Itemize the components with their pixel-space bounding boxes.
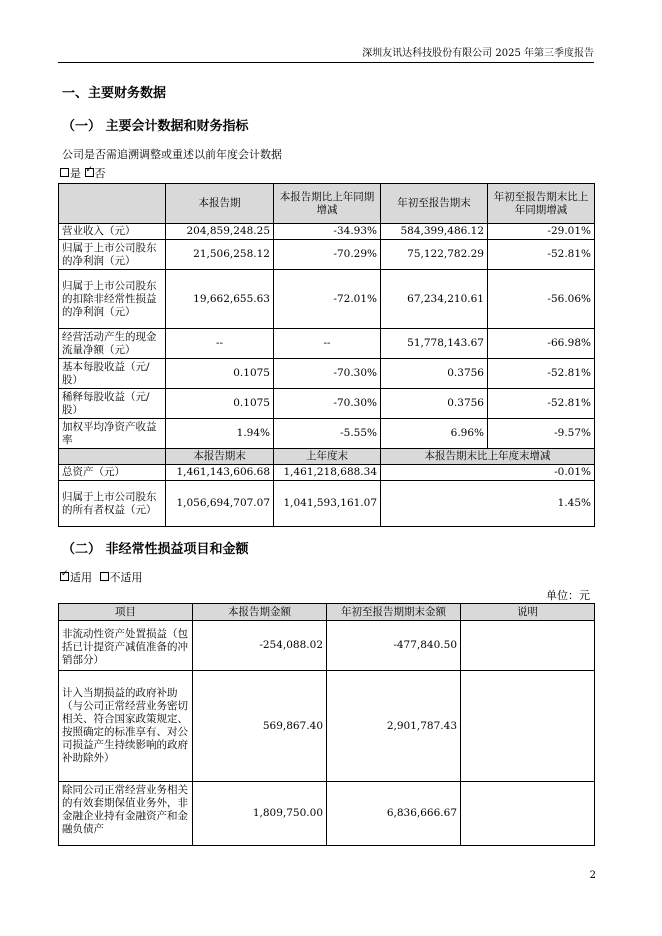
row-label: 营业收入（元） <box>59 224 166 240</box>
header-cell: 本报告期比上年同期增减 <box>274 184 381 224</box>
header-cell: 说明 <box>461 604 595 621</box>
checkbox-no-checked[interactable] <box>85 168 94 177</box>
row-label: 归属于上市公司股东的扣除非经常性损益的净利润（元） <box>59 270 166 329</box>
applicability-options <box>60 569 143 585</box>
table-header-row <box>59 184 595 224</box>
table-header-row <box>59 604 595 621</box>
cell-value: -9.57% <box>488 419 595 449</box>
checkbox-not-applicable[interactable] <box>100 572 109 581</box>
cell-value: 1,041,593,161.07 <box>274 481 381 527</box>
table-row <box>59 419 595 449</box>
cell-note <box>461 671 595 782</box>
cell-value: -56.06% <box>488 270 595 329</box>
cell-value: 204,859,248.25 <box>166 224 274 240</box>
cell-value: 1.94% <box>166 419 274 449</box>
cell-value: 0.1075 <box>166 359 274 389</box>
subsection-title-accounting-data: （一） 主要会计数据和财务指标 <box>62 119 249 134</box>
cell-value: -5.55% <box>274 419 381 449</box>
subsection-title-nonrecurring: （二） 非经常性损益项目和金额 <box>62 542 249 557</box>
row-label: 归属于上市公司股东的净利润（元） <box>59 240 166 270</box>
header-cell: 年初至报告期末比上年同期增减 <box>488 184 595 224</box>
cell-value: 6,836,666.67 <box>327 782 461 846</box>
checkbox-yes[interactable] <box>60 168 69 177</box>
checkbox-applicable-checked[interactable] <box>60 572 69 581</box>
option-not-applicable-label: 不适用 <box>109 571 143 584</box>
page-header: 深圳友讯达科技股份有限公司 2025 年第三季度报告 <box>58 44 594 63</box>
row-label: 加权平均净资产收益率 <box>59 419 166 449</box>
cell-value: 0.3756 <box>381 359 488 389</box>
nonrecurring-items-table <box>58 603 595 846</box>
table-row <box>59 389 595 419</box>
table-row <box>59 240 595 270</box>
row-label: 经营活动产生的现金流量净额（元） <box>59 329 166 359</box>
header-cell: 本报告期 <box>166 184 274 224</box>
table-row <box>59 224 595 240</box>
cell-value: -34.93% <box>274 224 381 240</box>
cell-value: -70.29% <box>274 240 381 270</box>
cell-value: 1,809,750.00 <box>193 782 327 846</box>
cell-value: 67,234,210.61 <box>381 270 488 329</box>
cell-value: -0.01% <box>381 465 595 481</box>
cell-value: 1,461,218,688.34 <box>274 465 381 481</box>
restatement-question: 公司是否需追溯调整或重述以前年度会计数据 <box>62 148 282 161</box>
row-label: 稀释每股收益（元/股） <box>59 389 166 419</box>
cell-note <box>461 621 595 671</box>
header-cell <box>59 184 166 224</box>
cell-note <box>461 782 595 846</box>
cell-value: 1.45% <box>381 481 595 527</box>
table-row <box>59 270 595 329</box>
section-title-financial-data: 一、主要财务数据 <box>62 86 167 101</box>
row-label: 计入当期损益的政府补助（与公司正常经营业务密切相关、符合国家政策规定、按照确定的标准享有、对公司损益产生持续影响的政府补助除外） <box>59 671 193 782</box>
cell-value: 0.3756 <box>381 389 488 419</box>
row-label: 归属于上市公司股东的所有者权益（元） <box>59 481 166 527</box>
row-label: 基本每股收益（元/股） <box>59 359 166 389</box>
header-cell: 本报告期末比上年度末增减 <box>381 449 595 465</box>
cell-value: 0.1075 <box>166 389 274 419</box>
cell-value: -72.01% <box>274 270 381 329</box>
header-cell: 年初至报告期期末金额 <box>327 604 461 621</box>
cell-value: -29.01% <box>488 224 595 240</box>
header-cell: 本报告期金额 <box>193 604 327 621</box>
cell-value: 1,461,143,606.68 <box>166 465 274 481</box>
header-cell: 项目 <box>59 604 193 621</box>
header-cell: 年初至报告期末 <box>381 184 488 224</box>
table-header-row-2 <box>59 449 595 465</box>
restatement-options <box>60 165 106 181</box>
option-no-label: 否 <box>94 167 106 180</box>
option-yes-label: 是 <box>70 167 81 180</box>
header-cell: 本报告期末 <box>166 449 274 465</box>
row-label: 非流动性资产处置损益（包括已计提资产减值准备的冲销部分） <box>59 621 193 671</box>
cell-value: -52.81% <box>488 359 595 389</box>
row-label: 总资产（元） <box>59 465 166 481</box>
cell-value: -52.81% <box>488 389 595 419</box>
table-row <box>59 671 595 782</box>
cell-value: 2,901,787.43 <box>327 671 461 782</box>
cell-value: 584,399,486.12 <box>381 224 488 240</box>
key-financial-data-table <box>58 183 595 527</box>
cell-value: -66.98% <box>488 329 595 359</box>
cell-value: -70.30% <box>274 389 381 419</box>
table-row <box>59 359 595 389</box>
cell-value: 6.96% <box>381 419 488 449</box>
table-row <box>59 465 595 481</box>
cell-value: 21,506,258.12 <box>166 240 274 270</box>
cell-value: 51,778,143.67 <box>381 329 488 359</box>
header-cell <box>59 449 166 465</box>
cell-value: -52.81% <box>488 240 595 270</box>
cell-value: -70.30% <box>274 359 381 389</box>
cell-value: -477,840.50 <box>327 621 461 671</box>
cell-value: 75,122,782.29 <box>381 240 488 270</box>
table-row <box>59 782 595 846</box>
unit-label: 单位：元 <box>546 589 590 602</box>
cell-value: -254,088.02 <box>193 621 327 671</box>
table-row <box>59 481 595 527</box>
cell-value: 1,056,694,707.07 <box>166 481 274 527</box>
page-number: 2 <box>589 870 596 881</box>
table-row <box>59 621 595 671</box>
option-applicable-label: 适用 <box>70 571 92 584</box>
table-row <box>59 329 595 359</box>
cell-value: -- <box>166 329 274 359</box>
cell-value: 19,662,655.63 <box>166 270 274 329</box>
cell-value: -- <box>274 329 381 359</box>
cell-value: 569,867.40 <box>193 671 327 782</box>
header-cell: 上年度末 <box>274 449 381 465</box>
row-label: 除同公司正常经营业务相关的有效套期保值业务外，非金融企业持有金融资产和金融负债产 <box>59 782 193 846</box>
